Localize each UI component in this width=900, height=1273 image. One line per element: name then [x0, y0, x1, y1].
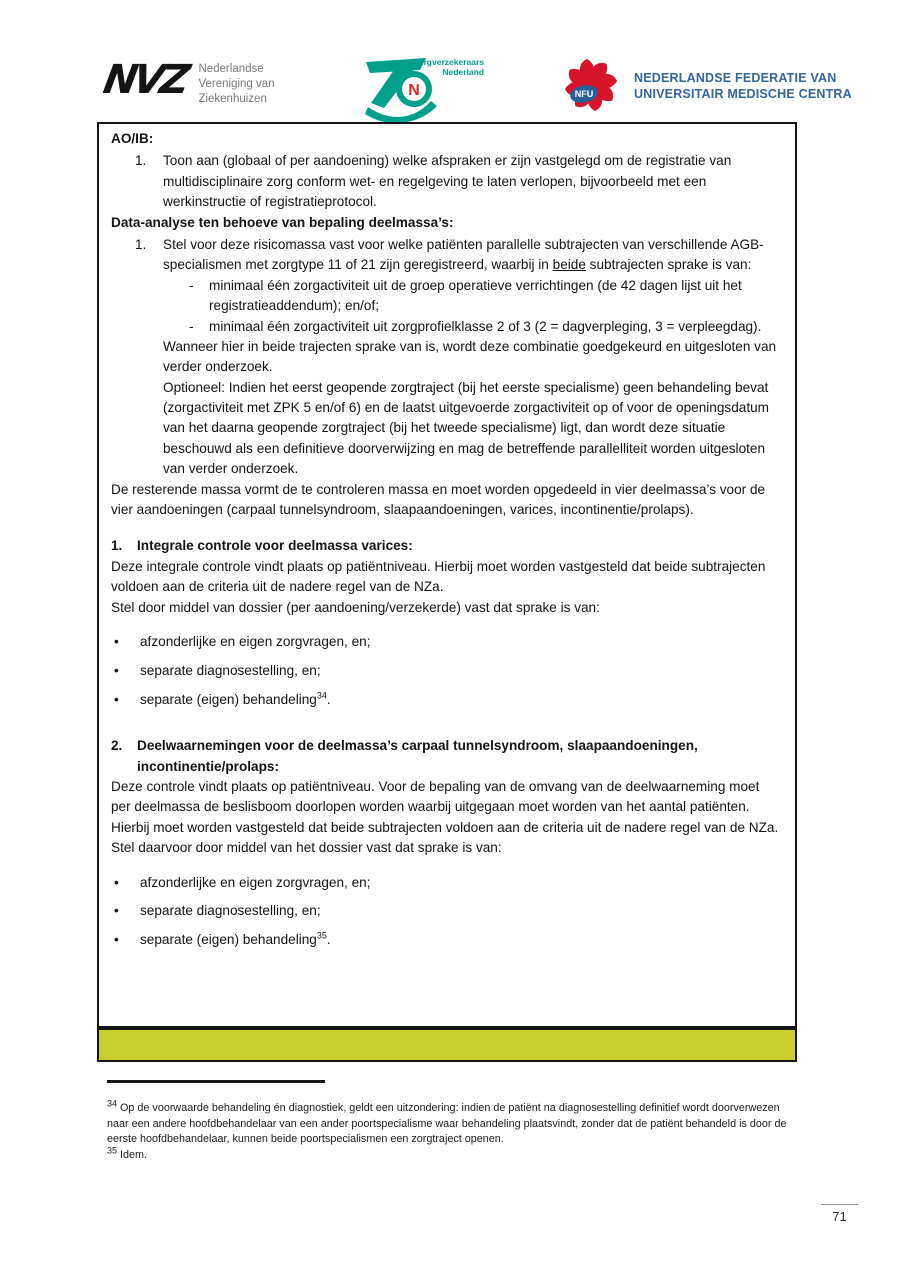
footnotes — [107, 1098, 799, 1164]
section-title: Integrale controle voor deelmassa varices: — [137, 538, 413, 554]
page-number-rule — [821, 1204, 858, 1205]
section1-body: Deze integrale controle vindt plaats op patiëntniveau. Hierbij moet worden vastgesteld dat beide subtrajecten voldoen aan de criteria uit de nadere regel van de NZa. — [111, 558, 766, 595]
list-item — [111, 690, 781, 710]
dash-text: minimaal één zorgactiviteit uit de groep operatieve verrichtingen (de 42 dagen lijst uit het registratieaddendum); en/of; — [209, 277, 742, 314]
stel-paragraph: Stel door middel van dossier (per aandoening/verzekerde) vast dat sprake is van: — [111, 599, 600, 615]
item-text: Toon aan (globaal of per aandoening) welke afspraken er zijn vastgelegd om de registratie van multidisciplinaire zorg conform wet- en regelgeving te laten verlopen, bijvoorbeeld met een werkinstructie of registratieprotocol. — [163, 153, 732, 210]
bullet-icon: • — [114, 903, 119, 919]
nvz-name-line: Nederlandse — [198, 63, 264, 75]
item-number: 1. — [135, 153, 147, 169]
dash-item — [189, 317, 781, 337]
nvz-logo-name — [198, 58, 274, 107]
item-body — [163, 235, 781, 480]
section1-heading — [111, 536, 781, 556]
dash-marker: - — [189, 277, 194, 293]
list-item — [111, 661, 781, 681]
nfu-name-line: NEDERLANDSE FEDERATIE VAN — [634, 70, 837, 85]
underlined-word: beide — [552, 257, 586, 273]
footnote-number: 34 — [107, 1098, 118, 1109]
bullet-icon: • — [114, 633, 119, 649]
bullet-icon: • — [114, 691, 119, 707]
footnote-number: 35 — [107, 1145, 118, 1156]
bullet-list-1 — [111, 632, 781, 710]
ao-ib-heading: AO/IB: — [111, 131, 154, 146]
nfu-name-line: UNIVERSITAIR MEDISCHE CENTRA — [634, 87, 852, 101]
section-title: Deelwaarnemingen voor de deelmassa’s carpaal tunnelsyndroom, slaapaandoeningen, incontinentie/prolaps: — [137, 738, 698, 774]
bullet-list-2 — [111, 873, 781, 951]
footnote-35: $^{35}$ Idem. — [107, 1145, 148, 1161]
zn-name-line: Nederland — [442, 67, 484, 77]
bullet-text: afzonderlijke en eigen zorgvragen, en; — [140, 874, 371, 890]
nfu-logo-name — [634, 70, 852, 103]
nfu-logo-icon — [560, 56, 624, 116]
svg-text:NFU: NFU — [574, 89, 594, 99]
content-box — [97, 122, 797, 1028]
nvz-name-line: Ziekenhuizen — [198, 93, 267, 105]
dash-item — [189, 276, 781, 317]
nvz-logo-icon: NVZ — [99, 57, 190, 103]
bullet-text: separate (eigen) behandeling$^{35}$. — [140, 930, 331, 948]
section2-body: Deze controle vindt plaats op patiëntniveau. Voor de bepaling van de omvang van de deelwaarneming moet per deelmassa de beslisboom doorlopen worden waarbij uitgegaan moet worden van het aantal patiënten. Hierbij moet worden vastgesteld dat beide subtrajecten voldoen aan de criteria uit de nadere regel van de NZa. Stel daarvoor door middel van het dossier vast dat sprake is van: — [111, 778, 779, 856]
bullet-text: separate diagnosestelling, en; — [140, 662, 321, 678]
data-analyse-heading: Data-analyse ten behoeve van bepaling deelmassa’s: — [111, 214, 454, 230]
list-item — [111, 930, 781, 950]
dash-text: minimaal één zorgactiviteit uit zorgprofielklasse 2 of 3 (2 = dagverpleging, 3 = verpleegdag). — [209, 318, 762, 334]
item-intro: Stel voor deze risicomassa vast voor welke patiënten parallelle subtrajecten van verschillende AGB-specialismen met zorgtype 11 of 21 zijn geregistreerd, waarbij in beide subtrajecten sprake is van: — [163, 236, 764, 273]
list-item — [111, 901, 781, 921]
bullet-text: separate (eigen) behandeling$^{34}$. — [140, 690, 331, 707]
section-number: 2. — [111, 738, 123, 754]
resterende-paragraph: De resterende massa vormt de te controleren massa en moet worden opgedeeld in vier deelmassa’s voor de vier aandoeningen (carpaal tunnelsyndroom, slaapaandoeningen, varices, incontinentie/prolaps). — [111, 481, 766, 518]
wanneer-paragraph: Wanneer hier in beide trajecten sprake van is, wordt deze combinatie goedgekeurd en uitgesloten van verder onderzoek. — [163, 338, 777, 375]
dash-marker: - — [189, 318, 194, 334]
bullet-icon: • — [114, 932, 119, 948]
svg-text:N: N — [408, 82, 420, 99]
highlight-bar — [97, 1028, 797, 1062]
zn-name-line: Zorgverzekeraars — [413, 57, 484, 67]
bullet-text: afzonderlijke en eigen zorgvragen, en; — [140, 633, 371, 649]
zn-logo-name — [404, 57, 484, 77]
nvz-name-line: Vereniging van — [198, 78, 275, 90]
section2-heading — [111, 736, 781, 777]
list-item — [111, 873, 781, 893]
optioneel-paragraph: Optioneel: Indien het eerst geopende zorgtraject (bij het eerste specialisme) geen behandeling bevat (zorgactiviteit met ZPK 5 en/of 6) en de laatst uitgevoerde zorgactiviteit op of voor de openingsdatum van het daarna geopende zorgtraject (bij het tweede specialisme) ligt, dan wordt deze situatie beschouwd als een definitieve doorverwijzing en mag de betreffende parallelliteit worden uitgesloten van verder onderzoek. — [163, 379, 770, 477]
zn-logo — [362, 54, 484, 122]
footnote-separator — [107, 1080, 325, 1083]
data-analyse-item — [111, 235, 781, 480]
nvz-logo — [99, 57, 275, 107]
footnote-ref: 35 — [316, 930, 327, 941]
page-number: 71 — [832, 1209, 847, 1224]
item-number: 1. — [135, 236, 147, 252]
list-item — [111, 632, 781, 652]
footnote-ref: 34 — [316, 690, 327, 701]
nfu-logo — [560, 56, 852, 116]
bullet-icon: • — [114, 662, 119, 678]
section-number: 1. — [111, 538, 123, 554]
footnote-34: $^{34}$ Op de voorwaarde behandeling én diagnostiek, geldt een uitzondering: indien de patiënt na diagnosestelling definitief wordt doorverwezen naar een andere hoofdbehandelaar van een ander poortspecialisme waar behandeling plaatsvindt, zonder dat de patiënt behandeld is door de eerste hoofdbehandelaar, kunnen beide poortspecialismen een zorgtraject openen. — [107, 1098, 787, 1146]
bullet-text: separate diagnosestelling, en; — [140, 903, 321, 919]
ao-ib-item — [111, 151, 781, 212]
bullet-icon: • — [114, 874, 119, 890]
